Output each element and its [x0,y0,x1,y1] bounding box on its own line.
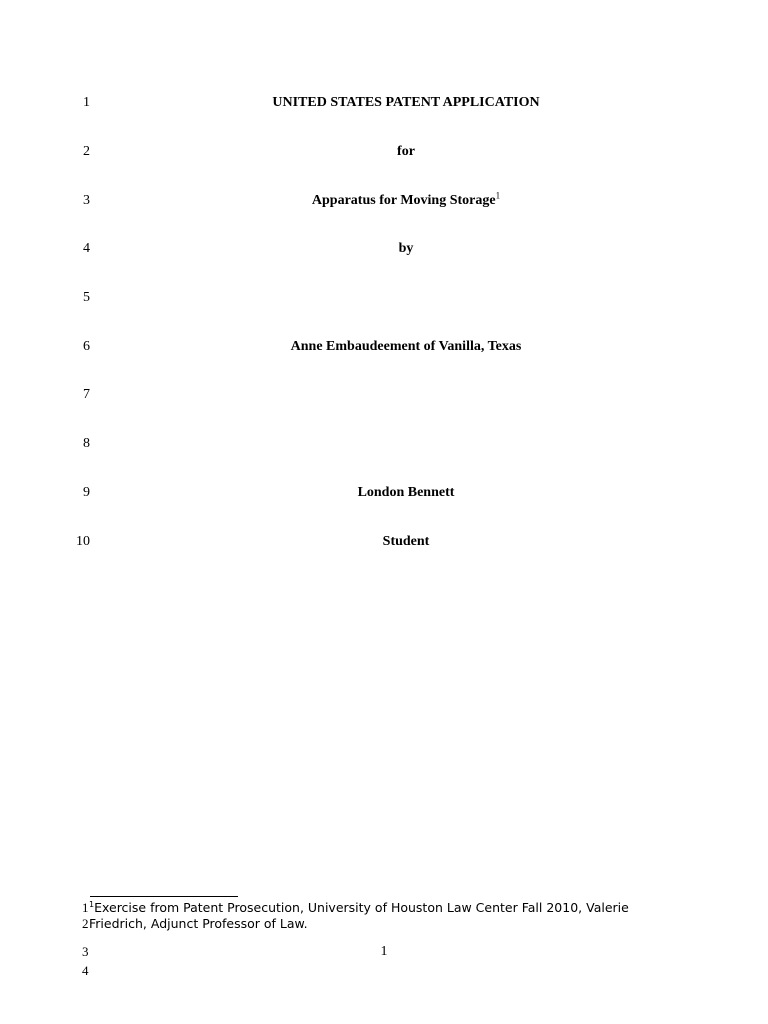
line-number-7: 7 [83,387,90,402]
page-number: 1 [380,944,388,959]
footnote-line-number-1: 1 [82,900,89,915]
footnote-text-line-1 [89,900,689,915]
inventor-line: Anne Embaudeement of Vanilla, Texas [290,339,522,354]
line-number-4: 4 [83,241,90,256]
line-number-5: 5 [83,290,90,305]
line-number-10: 10 [76,534,90,549]
line-number-6: 6 [83,339,90,354]
footnote-separator [90,896,238,897]
line-number-3: 3 [83,193,90,208]
invention-title-line [100,192,712,210]
title-line: UNITED STATES PATENT APPLICATION [272,95,540,110]
footnote-marker: 1 [89,899,95,909]
line-number-9: 9 [83,485,90,500]
invention-title: Apparatus for Moving Storage [311,193,496,208]
line-number-1: 1 [83,95,90,110]
line-number-8: 8 [83,436,90,451]
author-line: London Bennett [357,485,455,500]
role-line: Student [382,534,430,549]
footnote-reference[interactable]: 1 [495,190,501,201]
for-line: for [397,144,415,159]
footnote-line-number-2: 2 [82,916,89,931]
footnote-line-number-3: 3 [82,944,89,959]
line-number-2: 2 [83,144,90,159]
footnote-text-line-2: Friedrich, Adjunct Professor of Law. [89,916,308,931]
by-line: by [398,241,414,256]
footnote-line-number-4: 4 [82,963,89,978]
footnote-text-1: Exercise from Patent Prosecution, University of Houston Law Center Fall 2010, Valerie [94,900,629,915]
